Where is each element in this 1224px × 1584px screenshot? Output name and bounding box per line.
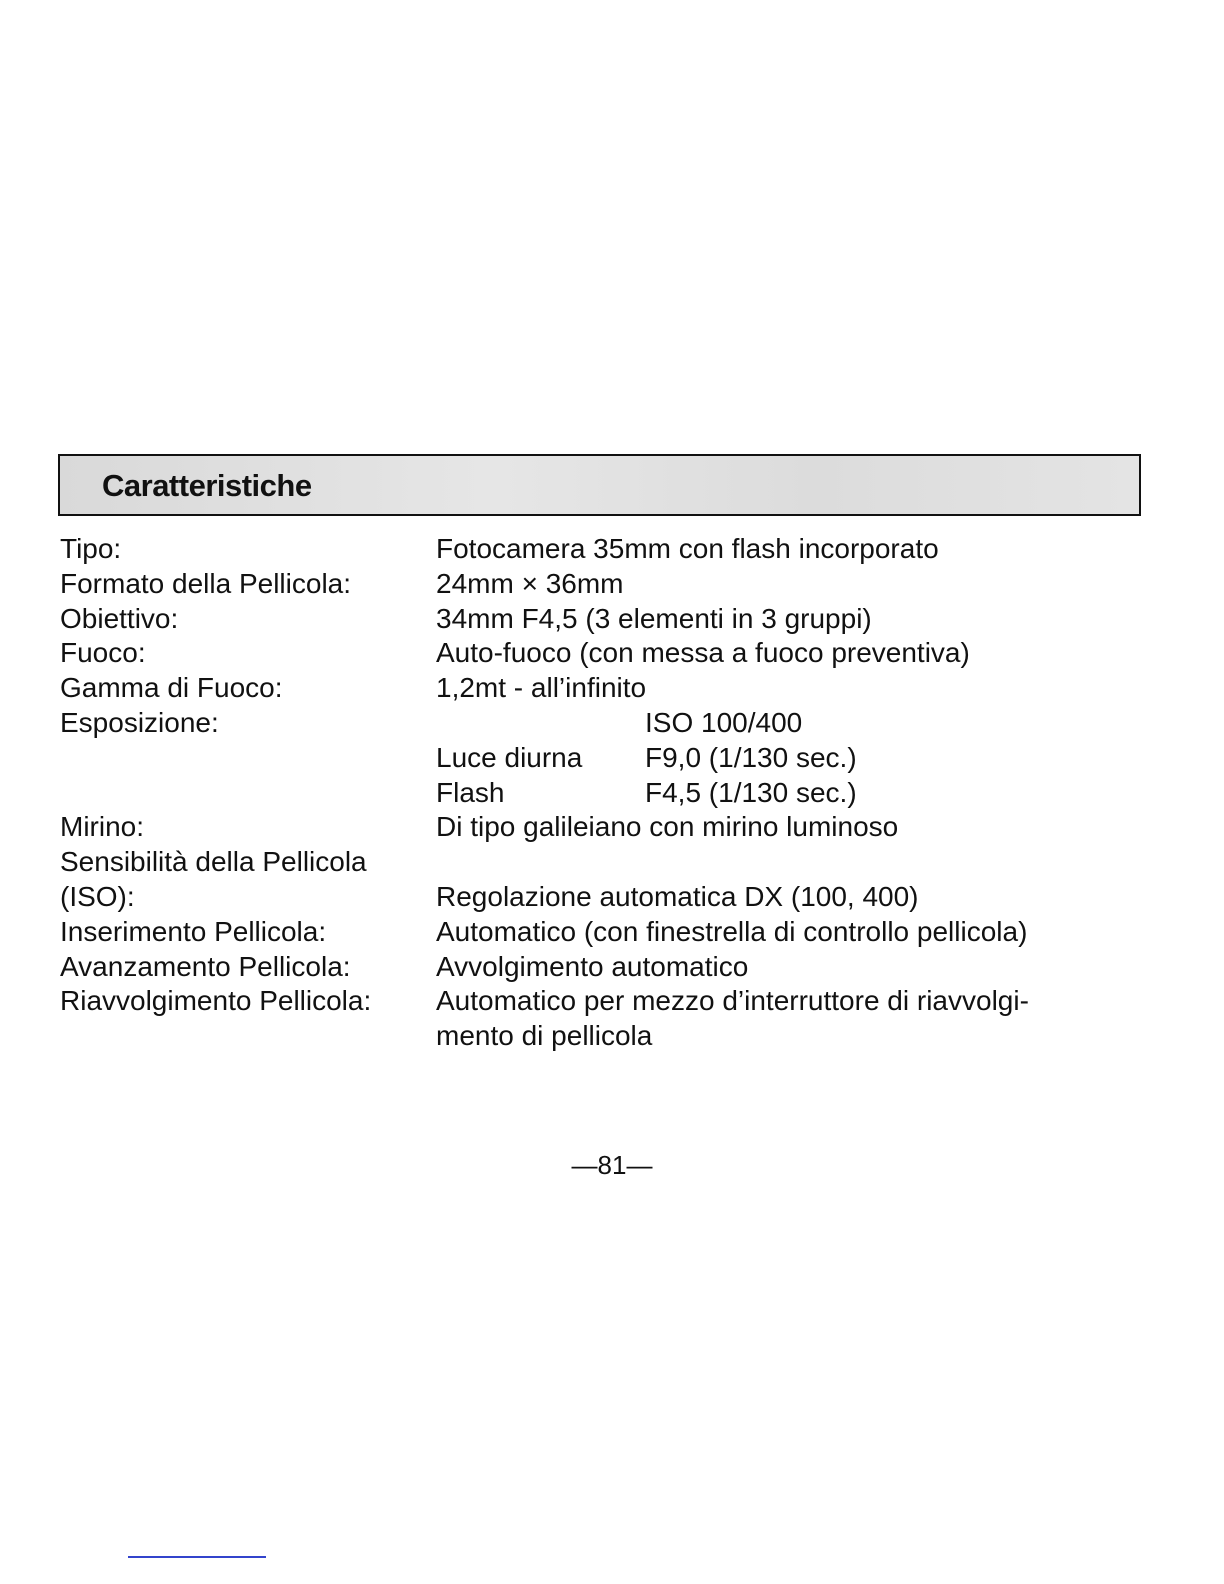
exposure-mode: Flash [436,776,505,808]
spec-row-gamma [60,671,1150,706]
spec-value: Fotocamera 35mm con flash incorporato [436,533,939,564]
spec-row-sensibilita-1 [60,845,1150,880]
exposure-mode: Luce diurna [436,741,583,773]
spec-row-mirino [60,810,1150,845]
spec-label: (ISO): [60,880,135,912]
spec-row-formato [60,567,1150,602]
section-title: Caratteristiche [102,468,312,503]
spec-value: 34mm F4,5 (3 elementi in 3 gruppi) [436,602,872,634]
footnote-rule [128,1556,266,1558]
exposure-row-flash [436,776,1150,811]
iso-header: ISO 100/400 [645,706,803,738]
spec-value: Regolazione automatica DX (100, 400) [436,880,919,912]
exposure-value: F4,5 (1/130 sec.) [645,776,857,808]
spec-label: Avanzamento Pellicola: [60,950,351,982]
exposure-value: F9,0 (1/130 sec.) [645,741,857,773]
spec-row-tipo [60,532,1150,567]
spec-row-fuoco [60,636,1150,671]
spec-row-esposizione [60,706,1150,810]
spec-value: Di tipo galileiano con mirino luminoso [436,811,899,843]
spec-label: Inserimento Pellicola: [60,915,327,947]
spec-row-avanzamento [60,950,1150,985]
spec-row-riavvolgimento [60,984,1150,1054]
spec-table [60,532,1150,1054]
spec-row-sensibilita-2 [60,880,1150,915]
spec-label: Gamma di Fuoco: [60,672,283,704]
page-number: —81— [571,1150,653,1180]
spec-value: 1,2mt - all’infinito [436,672,647,704]
spec-row-obiettivo [60,602,1150,637]
spec-row-inserimento [60,915,1150,950]
spec-label: Formato della Pellicola: [60,567,352,599]
spec-value: 24mm × 36mm [436,567,624,599]
spec-value: Auto-fuoco (con messa a fuoco preventiva) [436,637,970,669]
spec-label: Obiettivo: [60,602,179,634]
spec-value: Automatico (con finestrella di controllo pellicola) [436,915,1028,947]
spec-value-empty [436,845,1150,880]
spec-label: Mirino: [60,811,145,843]
spec-label: Riavvolgimento Pellicola: [60,985,372,1017]
exposure-row-daylight [436,741,1150,776]
section-header [58,454,1141,516]
spec-label: Sensibilità della Pellicola [60,846,367,878]
spec-value-line: mento di pellicola [436,1020,653,1052]
spec-label: Fuoco: [60,637,146,669]
spec-label: Tipo: [60,533,122,564]
spec-value: Avvolgimento automatico [436,950,749,982]
spec-label: Esposizione: [60,706,219,738]
spec-value-line: Automatico per mezzo d’interruttore di riavvolgi- [436,985,1029,1017]
exposure-block [436,706,1150,810]
spec-value-multiline [436,984,1150,1054]
